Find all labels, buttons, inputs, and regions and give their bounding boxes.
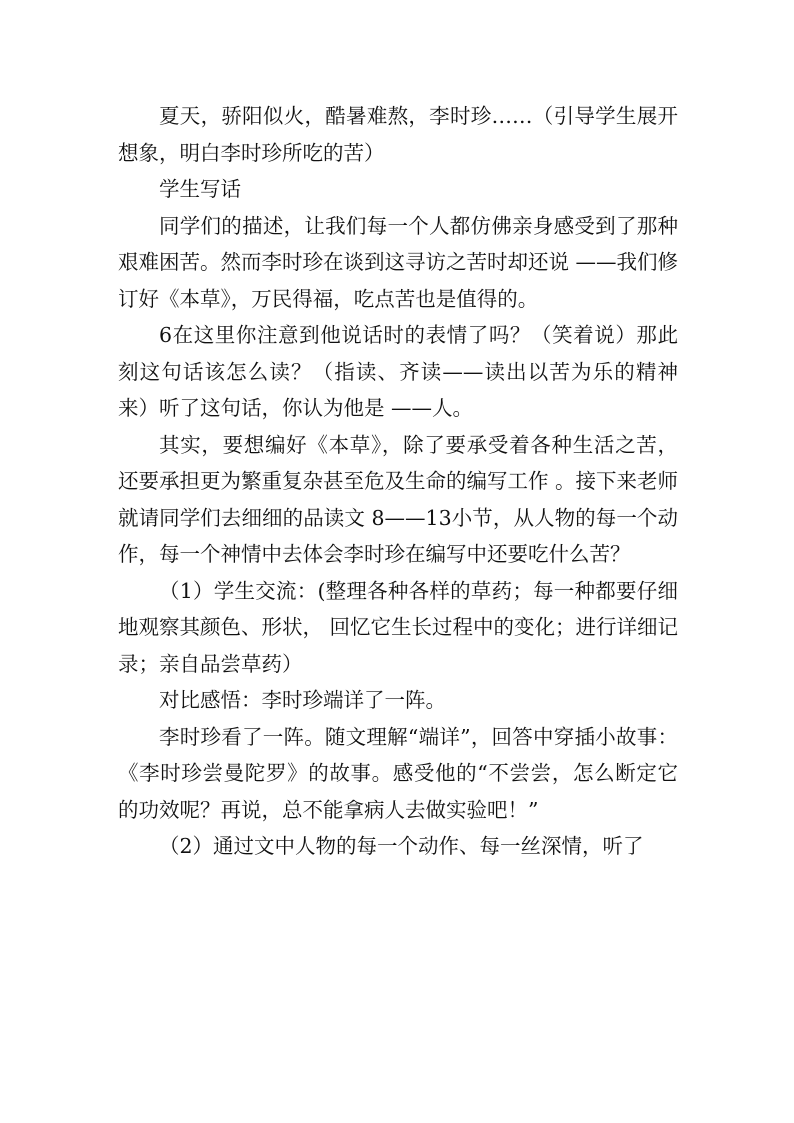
paragraph-summer: 夏天，骄阳似火，酷暑难熬，李时珍……（引导学生展开想象，明白李时珍所吃的苦） bbox=[118, 104, 678, 165]
paragraph-expression: 6在这里你注意到他说话时的表情了吗？（笑着说）那此刻这句话该怎么读？（指读、齐读——读出以苦为乐的精神来）听了这句话，你认为他是 ——人。 bbox=[118, 323, 678, 420]
paragraph-compile-bencao: 其实，要想编好《本草》，除了要承受着各种生活之苦，还要承担更为繁重复杂甚至危及生命的编写工作 。接下来老师就请同学们去细细的品读文 8——13小节，从人物的每一个动作，每一个神情中去体会李时珍在编写中还要吃什么苦？ bbox=[118, 432, 679, 566]
document-body bbox=[118, 98, 678, 865]
paragraph-story: 李时珍看了一阵。随文理解“端详”，回答中穿插小故事：《李时珍尝曼陀罗》的故事。感受他的“不尝尝，怎么断定它的功效呢？再说，总不能拿病人去做实验吧！” bbox=[118, 724, 678, 822]
paragraph-description: 同学们的描述，让我们每一个人都仿佛亲身感受到了那种艰难困苦。然而李时珍在谈到这寻访之苦时却还说 ——我们修订好《本草》，万民得福，吃点苦也是值得的。 bbox=[118, 213, 679, 311]
paragraph-contrast: 对比感悟：李时珍端详了一阵。 bbox=[159, 688, 446, 712]
paragraph-student-writing: 学生写话 bbox=[159, 177, 241, 201]
paragraph-actions: （2）通过文中人物的每一个动作、每一丝深情，听了 bbox=[159, 834, 644, 858]
paragraph-student-exchange: （1）学生交流：(整理各种各样的草药；每一种都要仔细地观察其颜色、形状， 回忆它生长过程中的变化；进行详细记录；亲自品尝草药） bbox=[118, 578, 679, 676]
